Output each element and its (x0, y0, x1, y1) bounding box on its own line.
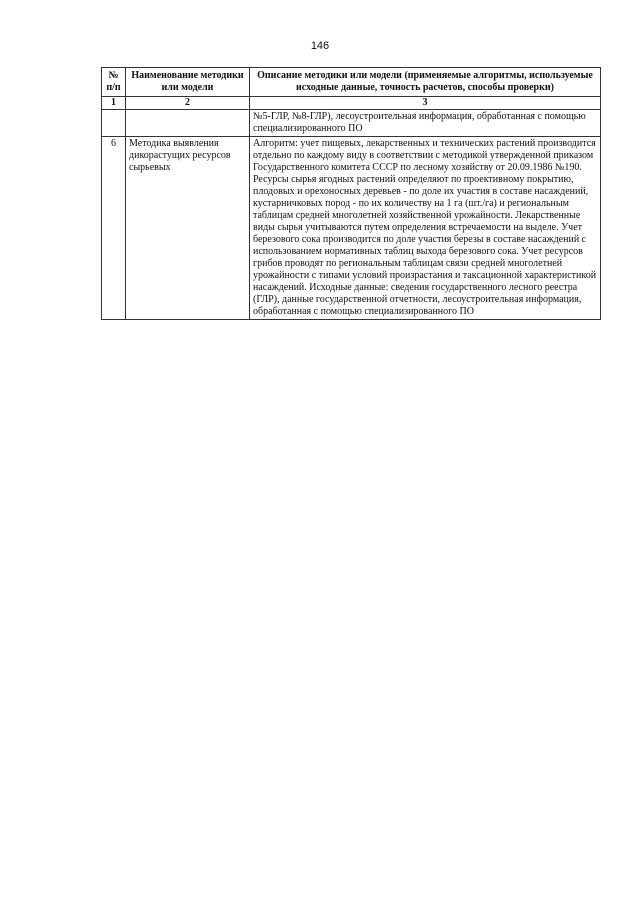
column-index-row (102, 97, 601, 110)
row-description: №5-ГЛР, №8-ГЛР), лесоустроительная информация, обработанная с помощью специализированного ПО (250, 110, 601, 137)
table-row (102, 110, 601, 137)
row-method-name (126, 110, 250, 137)
header-num: № п/п (102, 68, 126, 97)
page-number: 146 (310, 40, 330, 52)
header-name: Наименование методики или модели (126, 68, 250, 97)
column-index-2: 2 (126, 97, 250, 110)
methods-table (101, 67, 601, 320)
row-num (102, 110, 126, 137)
row-num: 6 (102, 137, 126, 320)
row-method-name: Методика выявления дикорастущих ресурсов сырьевых (126, 137, 250, 320)
column-index-3: 3 (250, 97, 601, 110)
header-description: Описание методики или модели (применяемые алгоритмы, используемые исходные данные, точность расчетов, способы проверки) (250, 68, 601, 97)
table-header-row (102, 68, 601, 97)
table-row (102, 137, 601, 320)
column-index-1: 1 (102, 97, 126, 110)
row-description: Алгоритм: учет пищевых, лекарственных и технических растений производится отдельно по каждому виду в соответствии с методикой утвержденной приказом Государственного комитета СССР по лесному хозяйству от 20.09.1986 №190. Ресурсы сырья ягодных растений определяют по проективному покрытию, плодовых и орехоносных деревьев - по доле их участия в составе насаждений, кустарничковых пород - по их количеству на 1 га (шт./га) и региональным таблицам средней многолетней хозяйственной урожайности. Лекарственные виды сырья учитываются путем определения встречаемости на выделе. Учет березового сока производится по доле участия березы в составе насаждений с использованием нормативных таблиц выхода березового сока. Учет ресурсов грибов проводят по региональным таблицам связи средней многолетней урожайности с типами условий произрастания и таксационной характеристикой насаждений. Исходные данные: сведения государственного лесного реестра (ГЛР), данные государственной отчетности, лесоустроительная информация, обработанная с помощью специализированного ПО (250, 137, 601, 320)
